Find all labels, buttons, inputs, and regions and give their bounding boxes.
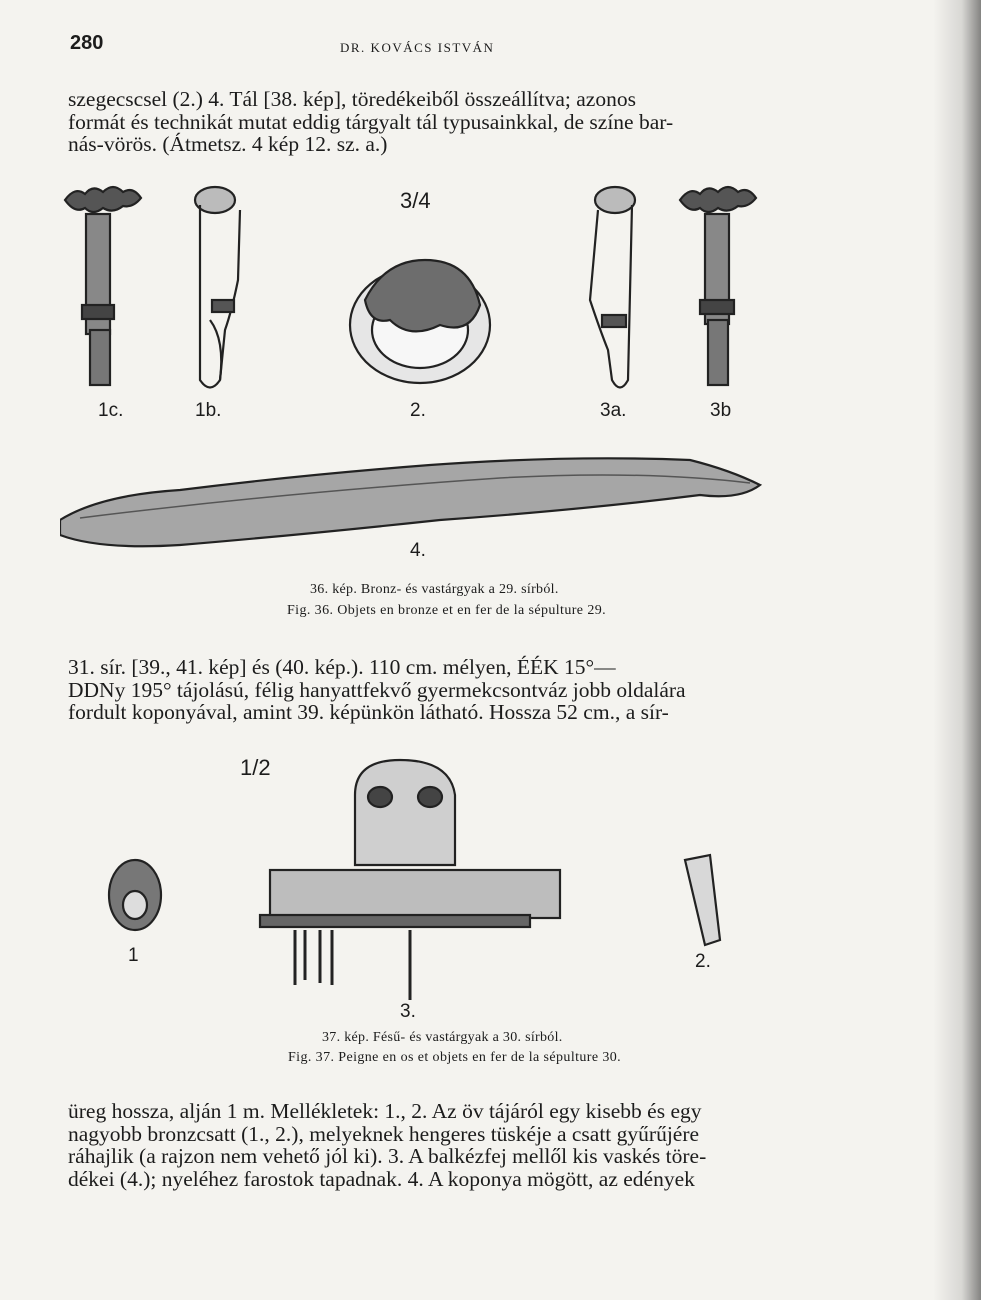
figure-label: 1c. <box>98 400 124 421</box>
text-line: formát és technikát mutat eddig tárgyalt tál typusainkkal, de színe bar- <box>68 109 674 134</box>
page-number: 280 <box>70 32 104 54</box>
buckle-2-drawing <box>350 260 490 383</box>
figure-label: 4. <box>410 540 426 561</box>
page-edge-shadow <box>933 0 981 1300</box>
knife-2-drawing <box>685 855 720 945</box>
figure-37-caption-hu: 37. kép. Fésű- és vastárgyak a 30. sírból. <box>322 1030 563 1045</box>
brooch-3a-drawing <box>590 187 635 388</box>
figure-37 <box>100 755 750 1025</box>
figure-label: 1 <box>128 945 139 966</box>
text-line: üreg hossza, alján 1 m. Mellékletek: 1., 2. Az öv tájáról egy kisebb és egy <box>68 1099 702 1123</box>
figure-36-caption-hu: 36. kép. Bronz- és vastárgyak a 29. sírból. <box>310 582 559 597</box>
figure-label: 2. <box>410 400 426 421</box>
text-line: nás-vörös. (Átmetsz. 4 kép 12. sz. a.) <box>68 132 388 156</box>
figure-36-caption-fr: Fig. 36. Objets en bronze et en fer de la sépulture 29. <box>287 603 607 618</box>
comb-3-drawing <box>260 760 560 1000</box>
buckle-1-drawing <box>109 860 161 930</box>
text-line: fordult koponyával, amint 39. képünkön látható. Hossza 52 cm., a sír- <box>68 700 669 724</box>
figure-label: 3a. <box>600 400 627 421</box>
text-line: szegecscsel (2.) 4. Tál [38. kép], töredékeiből összeállítva; azonos <box>68 87 636 111</box>
text-line: nagyobb bronzcsatt (1., 2.), melyeknek hengeres tüskéje a csatt gyűrűjére <box>68 1121 700 1146</box>
figure-36 <box>60 180 790 620</box>
brooch-1b-drawing <box>195 187 240 388</box>
text-line: 31. sír. [39., 41. kép] és (40. kép.). 110 cm. mélyen, ÉÉK 15°— <box>68 655 616 679</box>
brooch-1c-drawing <box>65 187 141 385</box>
figure-37-drawing <box>100 755 750 1025</box>
knife-4-drawing <box>60 458 760 546</box>
figure-label: 1b. <box>195 400 222 421</box>
figure-label: 2. <box>695 951 711 972</box>
text-line: ráhajlik (a rajzon nem vehető jól ki). 3. A balkézfej mellől kis vaskés töre- <box>68 1144 707 1168</box>
running-head: DR. KOVÁCS ISTVÁN <box>340 40 495 55</box>
figure-label: 3. <box>400 1001 416 1022</box>
text-line: dékei (4.); nyeléhez farostok tapadnak. 4. A koponya mögött, az edények <box>68 1166 695 1191</box>
scale-fraction: 1/2 <box>240 755 271 780</box>
paragraph-3 <box>68 1100 768 1190</box>
paragraph-1 <box>68 88 768 156</box>
figure-36-drawing <box>60 180 790 560</box>
paragraph-2 <box>68 656 768 724</box>
figure-37-caption-fr: Fig. 37. Peigne en os et objets en fer de la sépulture 30. <box>288 1050 622 1065</box>
text-line: DDNy 195° tájolású, félig hanyattfekvő gyermekcsontváz jobb oldalára <box>68 677 686 702</box>
scale-fraction: 3/4 <box>400 188 431 213</box>
figure-label: 3b <box>710 400 732 421</box>
brooch-3b-drawing <box>680 187 756 385</box>
page-header <box>70 32 790 60</box>
